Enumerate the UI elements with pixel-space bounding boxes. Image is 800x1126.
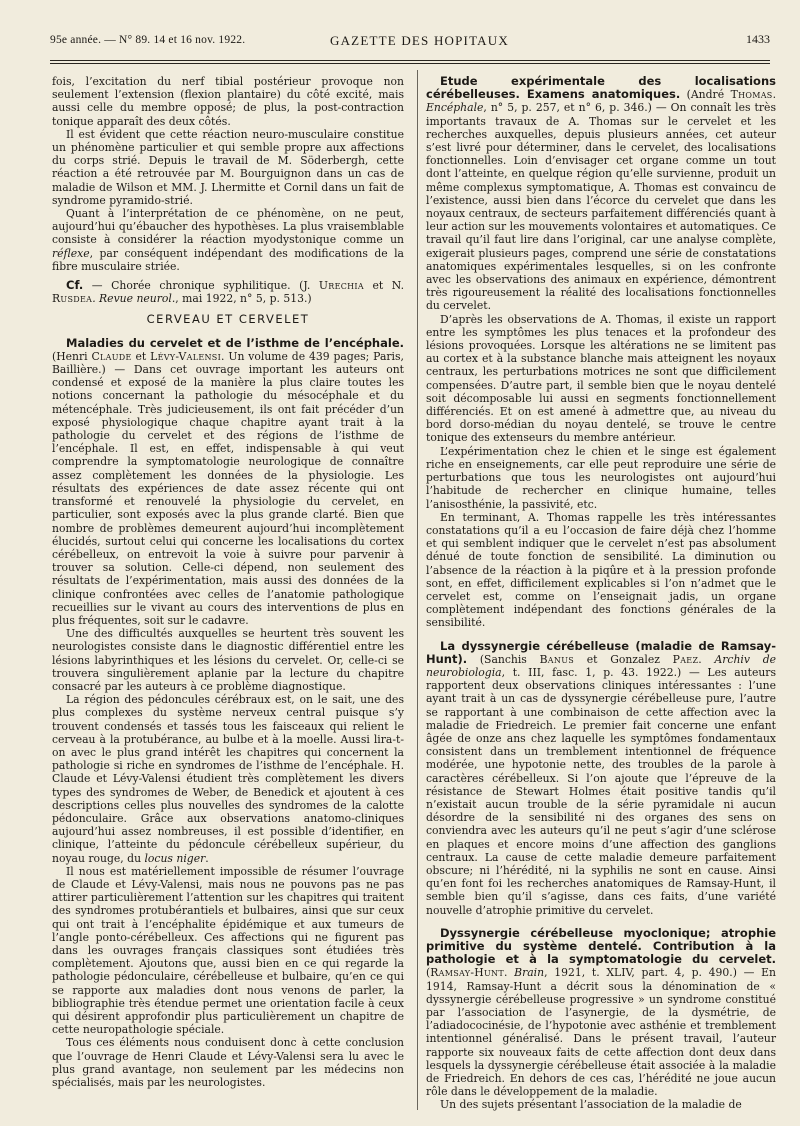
article-entry: Etude expérimentale des localisations cérébelleuses. Examens anatomiques. (André Thomas. Encéphale, n° 5, p. 257, et n° 6, p. 346.) — On connaît les très importants travaux de A. Thomas sur le cervelet et les recherches auxquelles, depuis plusieurs années, cet auteur s’est livré pour déterminer, dans le cervelet, des localisations fonctionnelles. Loin d’envisager cet organe comme un tout dont l’atteinte, en quelque région qu’elle survienne, produit un même complexus symptomatique, A. Thomas est convaincu de l’existence, aussi bien dans l’écorce du cervelet que dans les noyaux centraux, de secteurs parfaitement différenciés quant à leur action sur les mouvements volontaires et automatiques. Ce travail qu’il faut lire dans l’original, car une analyse complète, exigerait plusieurs pages, comprend une série de constatations anatomiques expérimentales lesquelles, si on les confronte avec les observations des animaux en expérience, démontrent très rigoureusement la réalité des localisations fonctionnelles du cervelet. [426,74,776,313]
column-divider [417,70,418,1110]
paragraph: Quant à l’interprétation de ce phénomène, on ne peut, aujourd’hui qu’ébaucher des hypothèses. La plus vraisemblable consiste à considérer la réaction myodystonique comme un réflexe, par conséquent indépendant des modifications de la fibre musculaire striée. [52,207,404,273]
paragraph: Il nous est matériellement impossible de résumer l’ouvrage de Claude et Lévy-Valensi, mais nous ne pouvons pas ne pas attirer particulièrement l’attention sur les chapitres qui traitent des syndromes protubérantiels et bulbaires, ainsi que sur ceux qui ont trait à l’encéphalite épidémique et aux tumeurs de l’angle ponto-cérébelleux. Ces affections qui ne figurent pas dans les ouvrages français classiques sont étudiées très complètement. Ajoutons que, aussi bien en ce qui regarde la pathologie pédonculaire, cérébelleuse et bulbaire, qu’en ce qui se rapporte aux maladies dont nous venons de parler, la bibliographie très étendue permet une orientation facile à ceux qui désirent approfondir plus particulièrement un chapitre de cette neuropathologie spéciale. [52,864,404,1037]
paragraph: Un des sujets présentant l’association de la maladie de [440,1098,742,1112]
paragraph: Une des difficultés auxquelles se heurtent très souvent les neurologistes consiste dans le diagnostic différentiel entre les lésions labyrinthiques et les lésions du cervelet. Or, celle-ci se trouvera singulièrement aplanie par la lecture du chapitre consacré par les auteurs à ce problème diagnostique. [52,627,404,693]
paragraph: Tous ces éléments nous conduisent donc à cette conclusion que l’ouvrage de Henri Claude et Lévy-Valensi sera lu avec le plus grand avantage, non seulement par les médecins non spécialisés, mais par les neurologistes. [52,1036,404,1090]
journal-title: GAZETTE DES HOPITAUX [330,33,509,48]
page-header [50,28,770,56]
article-entry: Dyssynergie cérébelleuse myoclonique; atrophie primitive du système dentelé. Contribution à la pathologie et à la symptomatologie du cervelet. (Ramsay-Hunt. Brain, 1921, t. XLIV, part. 4, p. 490.) — En 1914, Ramsay-Hunt a décrit sous la dénomination de « dyssynergie cérébelleuse progressive » un syndrome constitué par l’association de l’asynergie, de la dysmétrie, de l’adiadococinésie, de l’hypotonie avec asthénie et tremblement intentionnel généralisé. Dans le présent travail, l’auteur rapporte six nouveaux faits de cette affection dont deux dans lesquels la dyssynergie cérébelleuse était associée à la maladie de Friedreich. En dehors de ces cas, l’hérédité ne joue aucun rôle dans le développement de la maladie. [426,925,776,1099]
paragraph: fois, l’excitation du nerf tibial postérieur provoque non seulement l’extension (flexion plantaire) du côté excité, mais aussi celle du membre opposé; de plus, la post-contraction tonique apparaît des deux côtés. [52,75,404,128]
page-number: 1433 [746,32,770,46]
article-entry: Maladies du cervelet et de l’isthme de l’encéphale. (Henri Claude et Lévy-Valensi. Un volume de 439 pages; Paris, Baillière.) — Dans cet ouvrage important les auteurs ont condensé et exposé de la manière la plus claire toutes les notions concernant la pathologie du mésocéphale et du métencéphale. Très judicieusement, ils ont fait précéder d’un exposé physiologique chaque chapitre ayant trait à la pathologie du cervelet et des régions de l’isthme de l’encéphale. Il est, en effet, indispensable à qui veut comprendre la symptomatologie neurologique de connaître assez complètement les données de la physiologie. Les résultats des expériences de date assez récente qui ont transformé et renouvelé la physiologie du cervelet, en particulier, sont exposés avec la plus grande clarté. Bien que nombre de problèmes demeurent aujourd’hui incomplètement élucidés, surtout celui qui concerne les localisations du cortex cérébelleux, on entrevoit la voie à suivre pour parvenir à trouver sa solution. Celle-ci dépend, non seulement des résultats de l’expérimentation, mais aussi des données de la clinique confrontées avec celles de l’anatomie pathologique recueillies sur le vivant au cours des interventions de plus en plus fréquentes, soit sur le cadavre. [52,335,404,627]
reference-entry: Cf. — Chorée chronique syphilitique. (J. Urechia et N. Rusdea. Revue neurol., mai 1922, n° 5, p. 513.) [52,278,404,306]
paragraph: Il est évident que cette réaction neuro-musculaire constitue un phénomène particulier et qui semble propre aux affections du corps strié. Depuis le travail de M. Söderbergh, cette réaction a été retrouvée par M. Bourguignon dans un cas de maladie de Wilson et MM. J. Lhermitte et Cornil dans un fait de syndrome pyramido-strié. [52,127,404,207]
paragraph: L’expérimentation chez le chien et le singe est également riche en enseignements, car elle peut reproduire une série de perturbations que tous les neurologistes ont aujourd’hui l’habitude de rechercher en clinique humaine, telles l’anisosthénie, la passivité, etc. [426,444,776,511]
article-entry: La dyssynergie cérébelleuse (maladie de Ramsay-Hunt). (Sanchis Banus et Gonzalez Paez. Archiv de neurobiologia, t. III, fasc. 1, p. 43. 1922.) — Les auteurs rapportent deux observations cliniques intéressantes : l’une ayant trait à un cas de dyssynergie cérébelleuse pure, l’autre se rapportant à une combinaison de cette affection avec la maladie de Friedreich. Le premier fait concerne une enfant âgée de onze ans chez laquelle les symptômes fondamentaux consistent dans un tremblement intentionnel de fréquence modérée, une hypotonie nette, des troubles de la parole à caractères cérébelleux. Si l’on ajoute que l’épreuve de la résistance de Stewart Holmes était positive tandis qu’il n’existait aucun trouble de la série pyramidale ni aucun désordre de la sensibilité ni des organes des sens on conviendra avec les auteurs qu’il ne peut s’agir d’une sclérose en plaques et encore moins d’une affection des ganglions centraux. La cause de cette maladie demeure parfaitement obscure; ni l’hérédité, ni la syphilis ne sont en cause. Ainsi qu’en font foi les recherches anatomiques de Ramsay-Hunt, il semble bien qu’il s’agisse, dans ces faits, d’une variété nouvelle d’atrophie primitive du cervelet. [426,638,777,917]
issue-line: 95e année. — N° 89. 14 et 16 nov. 1922. [50,34,246,46]
right-column [426,75,776,1112]
header-rule [50,60,770,61]
paragraph: La région des pédoncules cérébraux est, on le sait, une des plus complexes du système nerveux central puisque s’y trouvent condensés et tassés tous les faisceaux qui relient le cerveau à la protubérance, au bulbe et à la moelle. Aussi lira-t-on avec le plus grand intérêt les chapitres qui concernent la pathologie si riche en syndromes de l’isthme de l’encéphale. H. Claude et Lévy-Valensi étudient très complètement les divers types des syndromes de Weber, de Benedick et ajoutent à ces descriptions celles plus nouvelles des syndromes de la calotte pédonculaire. Grâce aux observations anatomo-cliniques aujourd’hui assez nombreuses, il est possible d’identifier, en clinique, l’atteinte du pédoncule cérébelleux supérieur, du noyau rouge, du locus niger. [52,693,404,865]
paragraph: D’après les observations de A. Thomas, il existe un rapport entre les symptômes les plus tenaces et la profondeur des lésions provoquées. Lorsque les altérations ne se limitent pas au cortex et à la substance blanche mais atteignent les noyaux centraux, les perturbations motrices ne sont que difficilement compensées. D’autre part, il semble bien que le noyau dentelé soit décomposable lui aussi en segments fonctionnellement différenciés. Et on est amené à admettre que, au niveau du bord dorso-médian du noyau dentelé, se trouve le centre tonique des extenseurs du membre antérieur. [426,312,776,445]
section-heading: CERVEAU ET CERVELET [146,312,310,327]
paragraph: En terminant, A. Thomas rappelle les très intéressantes constatations qu’il a eu l’occasion de faire déjà chez l’homme et qui semblent indiquer que le cervelet n’est pas absolument dénué de toute fonction de sensibilité. La diminution ou l’absence de la réaction à la piqûre et à la pression profonde sont, en effet, difficilement explicables si l’on n’admet que le cervelet est, comme on l’enseignait jadis, un organe complètement indépendant des fonctions générales de la sensibilité. [426,510,776,630]
left-column [52,75,404,1089]
header-rule-double [50,63,770,64]
